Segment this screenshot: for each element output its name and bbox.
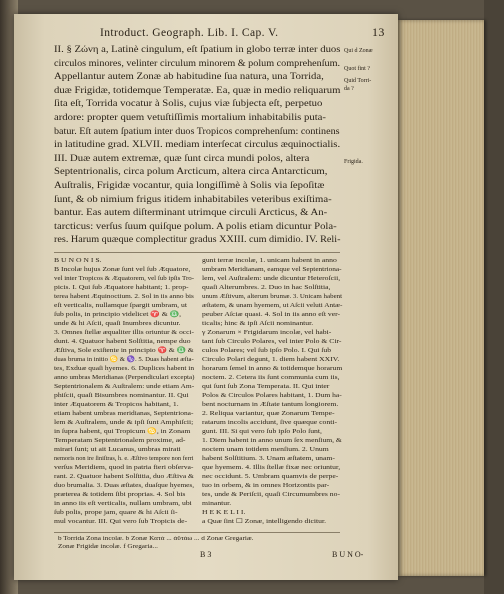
left-column-line: præterea & totidem ſibi proprias. 4. Sol bis	[54, 491, 186, 498]
right-column-line: gunt. III. Si qui vero ſub ipſo Polo ſunt,	[202, 428, 322, 435]
left-column-line: mul vocantur. III. Qui vero ſub Tropicis de-	[54, 518, 188, 525]
left-column-line: dunt. 4. Quatuor habent Solſtitia, nempe duo	[54, 338, 191, 345]
main-text-line: ſunt, & ob nimium frigus itidem inhabitabiles veteribus exiſtima-	[54, 194, 332, 205]
main-text-line: bantur. Eas autem diſterminant utrimque circuli Arcticus, & An-	[54, 208, 328, 219]
left-column-line: duas bruma in initio ♋ & ♑. 5. Duas habent æſta-	[54, 356, 194, 363]
right-column-line: tes, unde & Periſcii, quaſi Circumumbres no-	[202, 491, 341, 498]
left-column-line: picis. I. Qui ſub Æquatore habitant; 1. prop-	[54, 284, 189, 291]
catchword: B U N O-	[332, 550, 364, 559]
main-text-line: duæ Frigidæ, totidemque Temperatæ. Ea, quæ in medio reliquarum	[54, 85, 341, 96]
left-column-line: phiſcii, quaſi Bisumbres nominantur. II. Qui	[54, 392, 189, 399]
side-note: da ?	[344, 86, 354, 92]
right-column-line: umbram Meridianam, eamque vel Septentriona-	[202, 266, 342, 273]
right-column-line: gunt terræ incolæ, 1. unicam habent in anno	[202, 257, 337, 264]
main-text-line: tarcticus: verſus ſuum quiſque polum. A polis etiam dicuntur Pola-	[54, 221, 337, 232]
right-column-line: 1. Diem habent in anno unum ſex menſium, &	[202, 437, 342, 444]
left-column-line: terea habent Æquinoctium. 2. Sol in iis anno bis	[54, 293, 194, 300]
right-column-line: tuo in orbem, & in omnes Horizontis par-	[202, 482, 330, 489]
side-note: Qui d Zonæ	[344, 48, 373, 54]
right-column-line: tant ſub Circulo Polares, vel inter Polo & Cir-	[202, 338, 342, 345]
side-note: Frigida.	[344, 159, 363, 165]
left-column-line: tes, Exduæ quaſi hyemes. 6. Duplices habent in	[54, 365, 195, 372]
left-column-line: B Incolæ hujus Zonæ ſunt vel ſub Æquatore,	[54, 266, 191, 273]
left-column-line: 3. Omnes ſtellæ æqualiter illis oriuntur & occi-	[54, 329, 194, 336]
main-text-line: Appellantur autem Zonæ ab habitudine ſua natura, una Torrida,	[54, 72, 324, 83]
main-text-line: Auſtralis, Frigidæ vocantur, quia longiſſimè à Solis via ſepoſitæ	[54, 181, 325, 191]
right-column-line: a Quæ ſint ☐ Zonæ, intelligendo dicitur.	[202, 518, 327, 525]
right-column-line: peuber Aſciæ quasi. 4. Sol in iis anno eſt ver-	[202, 311, 341, 318]
footnote-line: b Torrida Zona incolæ. b Zonæ Κατὰ ... ἀΰτάω ... d Zonæ Gregariæ.	[58, 536, 254, 542]
signature-mark: B 3	[200, 550, 212, 559]
left-column-line: Septentrionalem & Auſtralem: unde etiam Am-	[54, 383, 195, 390]
running-title: Introduct. Geograph. Lib. I. Cap. V.	[100, 27, 279, 39]
right-column-line: unum Æſtivum, alterum brumæ. 3. Unicam habent	[202, 293, 343, 300]
right-column-line: 2. Reliqua variantur, quæ Zonarum Tempe-	[202, 410, 335, 417]
left-column-line: verſus Meridiem, quod in patria fieri obſerva-	[54, 464, 194, 471]
right-column-line: lem, vel Auſtralem: unde dicuntur Heteroſcii,	[202, 275, 341, 282]
left-column-line: ſub polis, in principio videlicet ♈ & ♎,	[54, 311, 182, 318]
book-page	[14, 14, 398, 580]
main-text-line: ardore: propter quem vetuſtiſſimis mortalium inhabitabilis puta-	[54, 113, 326, 123]
right-column-line: minantur.	[202, 500, 232, 507]
right-column-line: que hyemem. 4. Illis ſtellæ fixæ nec oriuntur,	[202, 464, 341, 471]
right-column-line: culos Polares; vel ſub ipſo Polo. I. Qui ſub	[202, 347, 332, 354]
book-fore-edge	[398, 20, 484, 576]
left-column-line: unde & hi Aſcii, quaſi Inumbres dicuntur.	[54, 320, 181, 327]
right-column-line: noctem unam totidem menſium. 2. Unum	[202, 446, 329, 453]
right-column-line: γ Zonarum × Frigidarum incolæ, vel habi-	[202, 329, 332, 336]
main-text-line: circulos minores, velinter circulum minorem & polum comprehenſum.	[54, 58, 341, 69]
left-column-line: in anno iis eſt verticalis, nullam umbram, ubi	[54, 500, 192, 507]
right-column-line: Circulo Polari degunt, 1. diem habent XXIV.	[202, 356, 340, 363]
right-column-line: æſtatem, & unam hyemem, ut Aſcii veluti Antæ-	[202, 302, 343, 309]
right-column-line: qui ſunt ſub Zona Temperata. II. Qui inter	[202, 383, 330, 390]
left-column-line: mirari ſunt; ut ait Lucanus, umbras mirati	[54, 446, 181, 453]
left-column-line: vel inter Tropicos & Æquatorem, vel ſub ipſis Tro-	[54, 275, 195, 282]
right-column-line: noctem. 2. Cetera iis ſunt communia cum iis,	[202, 374, 340, 381]
left-column-line: nemoris non ire ſiniſtras, h. e. Æſtivo tempore non ferri	[54, 455, 194, 462]
right-column-line: ticalis; hinc & ipſi Aſcii nominantur.	[202, 320, 314, 327]
right-column-line: bent nocturnam in Æſtate tantum longiorem.	[202, 401, 339, 408]
left-column-line: ſub polis, prope jam, quare & hi Aſcii ſi-	[54, 509, 178, 516]
left-column-line: inter Æquatorem & Tropicos habitant, 1.	[54, 401, 179, 408]
main-text-line: batur. Eſt autem ſpatium inter duos Tropicos comprehenſum: continens	[54, 126, 340, 137]
right-column-line: habent Solſtitium. 3. Unam æſtatem, unam-	[202, 455, 335, 462]
left-column-line: eſt verticalis, nullamque ſpargit umbram, ut	[54, 302, 187, 309]
left-column-line: etiam habent umbras meridianas, Septentriona-	[54, 410, 194, 417]
main-text-line: in latitudine grad. XLVII. mediam interſecat circulus æquinoctialis.	[54, 140, 341, 151]
left-column-line: Temperatam Septentrionalem proxime, ad-	[54, 437, 186, 444]
left-column-line: B U N O N I S.	[54, 257, 102, 264]
right-column-line: horarum ſemel in anno & totidemque horarum	[202, 365, 343, 372]
main-text-line: ſita eſt, Torrida vocatur à Solis, cujus viæ ſubjecta eſt, perpetuo	[54, 99, 323, 110]
side-note: Quid Torri-	[344, 78, 372, 84]
page-number: 13	[372, 25, 385, 39]
main-text-line: res. Harum quæque complectitur gradus XXIII. cum dimidio. IV. Reli-	[54, 235, 341, 246]
main-text-line: Septentrionalis, circa polum Arcticum, altera circa Antarcticum,	[54, 167, 328, 178]
left-column-line: lem & Auſtralem, unde & ipſi ſunt Amphiſcii;	[54, 419, 194, 426]
right-column-line: H E K E L I I.	[202, 509, 246, 516]
right-column-line: quaſi Alterumbres. 2. Duo in hac Solſtitia,	[202, 284, 331, 291]
left-column-line: in ſupra habent, qui Tropicum ♋, in Zonam	[54, 428, 191, 435]
footnote-rule	[54, 532, 340, 533]
main-text-line: III. Duæ autem extremæ, quæ ſunt circa mundi polos, altera	[54, 153, 310, 164]
right-column-line: ratarum incolis accidunt, ſive quæque conti-	[202, 419, 338, 426]
left-column-line: duo brumalia. 3. Duas æſtates, duaſque hyemes,	[54, 482, 195, 489]
column-separator-top	[54, 252, 340, 253]
footnote-line: Zonæ Frigidæ incolæ. f Gregaria...	[58, 543, 158, 550]
left-column-line: anno umbras Meridianas (Perpendiculari excepta)	[54, 374, 195, 381]
left-column-line: Æſtiva, Sole exiſtente in principio ♈ & ♎ &	[54, 347, 194, 354]
right-column-line: Polos & Circulos Polares habitant, 1. Dum ha-	[202, 392, 342, 399]
main-text-line: II. § Zώνη a, Latinè cingulum, eſt ſpatium in globo terræ inter duos	[54, 45, 341, 55]
right-column-line: nec occidunt. 5. Umbram quamvis de perpe-	[202, 473, 339, 480]
background-right	[484, 0, 504, 594]
side-note: Quot fint ?	[344, 66, 370, 72]
left-column-line: rant. 2. Quatuor habent Solſtitia, duo Æſtiva &	[54, 473, 194, 480]
